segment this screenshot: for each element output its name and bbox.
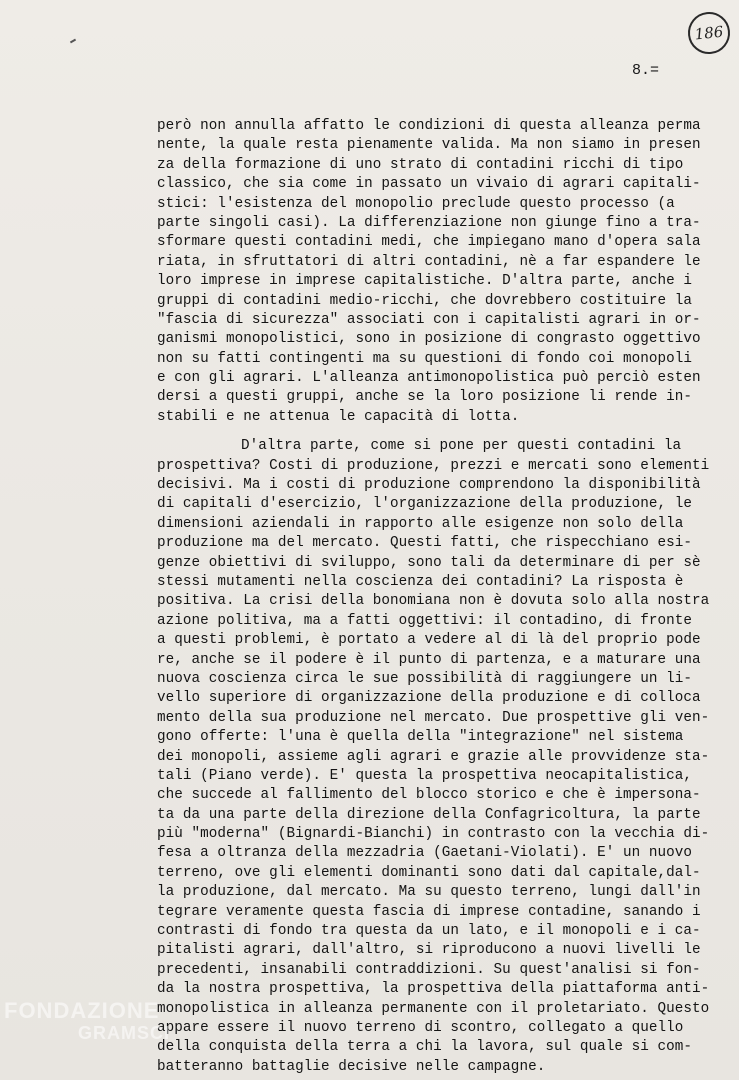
text-line: di capitali d'esercizio, l'organizzazione della produzione, le xyxy=(157,496,693,513)
text-line: vello superiore di organizzazione della produzione e di colloca xyxy=(157,690,701,707)
text-line: non su fatti contingenti ma su questioni di fondo coi monopoli xyxy=(157,350,693,367)
document-body xyxy=(157,117,727,1077)
page-number: 8.= xyxy=(632,62,660,79)
text-line: monopolistica in alleanza permanente con il proletariato. Questo xyxy=(157,1000,710,1017)
text-line: mento della sua produzione nel mercato. Due prospettive gli ven- xyxy=(157,709,710,726)
text-line: nuova coscienza circa le sue possibilità di raggiungere un li- xyxy=(157,670,693,687)
text-line: classico, che sia come in passato un vivaio di agrari capitali- xyxy=(157,176,701,193)
text-line: precedenti, insanabili contraddizioni. Su quest'analisi si fon- xyxy=(157,961,701,978)
text-line: batteranno battaglie decisive nelle campagne. xyxy=(157,1058,546,1075)
text-line: prospettiva? Costi di produzione, prezzi e mercati sono elementi xyxy=(157,457,710,474)
text-line: dersi a questi gruppi, anche se la loro posizione li rende in- xyxy=(157,389,693,406)
text-line: gono offerte: l'una è quella della "integrazione" nel sistema xyxy=(157,729,684,746)
stray-pen-mark xyxy=(70,39,76,44)
text-line: loro imprese in imprese capitalistiche. D'altra parte, anche i xyxy=(157,273,693,290)
text-line: fesa a oltranza della mezzadria (Gaetani-Violati). E' un nuovo xyxy=(157,845,693,862)
text-line: "fascia di sicurezza" associati con i capitalisti agrari in or- xyxy=(157,311,701,328)
text-line: D'altra parte, come si pone per questi contadini la xyxy=(241,438,682,455)
text-line: terreno, ove gli elementi dominanti sono dati dal capitale,dal- xyxy=(157,864,701,881)
text-line: za della formazione di uno strato di contadini ricchi di tipo xyxy=(157,156,684,173)
text-line: stabili e ne attenua le capacità di lotta. xyxy=(157,408,520,425)
text-line: genze obiettivi di sviluppo, sono tali da determinare di per sè xyxy=(157,554,701,571)
text-line: contrasti di fondo tra questa da un lato, e il monopoli e i ca- xyxy=(157,923,701,940)
paragraph-2 xyxy=(157,437,727,1077)
archive-stamp-number: 186 xyxy=(693,22,725,44)
fondazione-gramsci-watermark xyxy=(4,1000,170,1044)
watermark-line-2: GRAMSCI xyxy=(78,1023,170,1043)
text-line: appare essere il nuovo terreno di scontro, collegato a quello xyxy=(157,1019,684,1036)
text-line: tegrare veramente questa fascia di imprese contadine, sanando i xyxy=(157,903,701,920)
text-line: che succede al fallimento del blocco storico e che è impersona- xyxy=(157,787,701,804)
text-line: dimensioni aziendali in rapporto alle esigenze non solo della xyxy=(157,515,684,532)
text-line: riata, in sfruttatori di altri contadini, nè a far espandere le xyxy=(157,253,701,270)
text-line: produzione ma del mercato. Questi fatti, che rispecchiano esi- xyxy=(157,535,693,552)
text-line: re, anche se il podere è il punto di partenza, e a maturare una xyxy=(157,651,701,668)
text-line: azione politiva, ma a fatti oggettivi: il contadino, di fronte xyxy=(157,612,693,629)
paragraph-gap xyxy=(157,427,727,437)
text-line: però non annulla affatto le condizioni di questa alleanza perma xyxy=(157,118,701,134)
text-line: nente, la quale resta pienamente valida. Ma non siamo in presen xyxy=(157,137,701,154)
text-line: ta da una parte della direzione della Confagricoltura, la parte xyxy=(157,806,701,823)
text-line: della conquista della terra a chi la lavora, sul quale si com- xyxy=(157,1039,693,1056)
text-line: e con gli agrari. L'alleanza antimonopolistica può perciò esten xyxy=(157,370,701,387)
text-line: pitalisti agrari, dall'altro, si riproducono a nuovi livelli le xyxy=(157,942,701,959)
text-line: dei monopoli, assieme agli agrari e grazie alle provvidenze sta- xyxy=(157,748,710,765)
text-line: tali (Piano verde). E' questa la prospettiva neocapitalistica, xyxy=(157,767,693,784)
text-line: ganismi monopolistici, sono in posizione di congrasto oggettivo xyxy=(157,331,701,348)
text-line: decisivi. Ma i costi di produzione comprendono la disponibilità xyxy=(157,477,701,494)
watermark-line-1: FONDAZIONE xyxy=(4,998,160,1023)
text-line: da la nostra prospettiva, la prospettiva della piattaforma anti- xyxy=(157,981,710,998)
text-line: più "moderna" (Bignardi-Bianchi) in contrasto con la vecchia di- xyxy=(157,826,710,843)
text-line: parte singoli casi). La differenziazione non giunge fino a tra- xyxy=(157,214,701,231)
text-line: gruppi di contadini medio-ricchi, che dovrebbero costituire la xyxy=(157,292,693,309)
text-line: sformare questi contadini medi, che impiegano mano d'opera sala xyxy=(157,234,701,251)
text-line: la produzione, dal mercato. Ma su questo terreno, lungi dall'in xyxy=(157,884,701,901)
text-line: stessi mutamenti nella coscienza dei contadini? La risposta è xyxy=(157,573,684,590)
paragraph-1 xyxy=(157,117,727,427)
text-line: a questi problemi, è portato a vedere al di là del proprio pode xyxy=(157,632,701,649)
archive-stamp xyxy=(686,10,732,56)
text-line: stici: l'esistenza del monopolio preclude questo processo (a xyxy=(157,195,675,212)
text-line: positiva. La crisi della bonomiana non è dovuta solo alla nostra xyxy=(157,593,710,610)
